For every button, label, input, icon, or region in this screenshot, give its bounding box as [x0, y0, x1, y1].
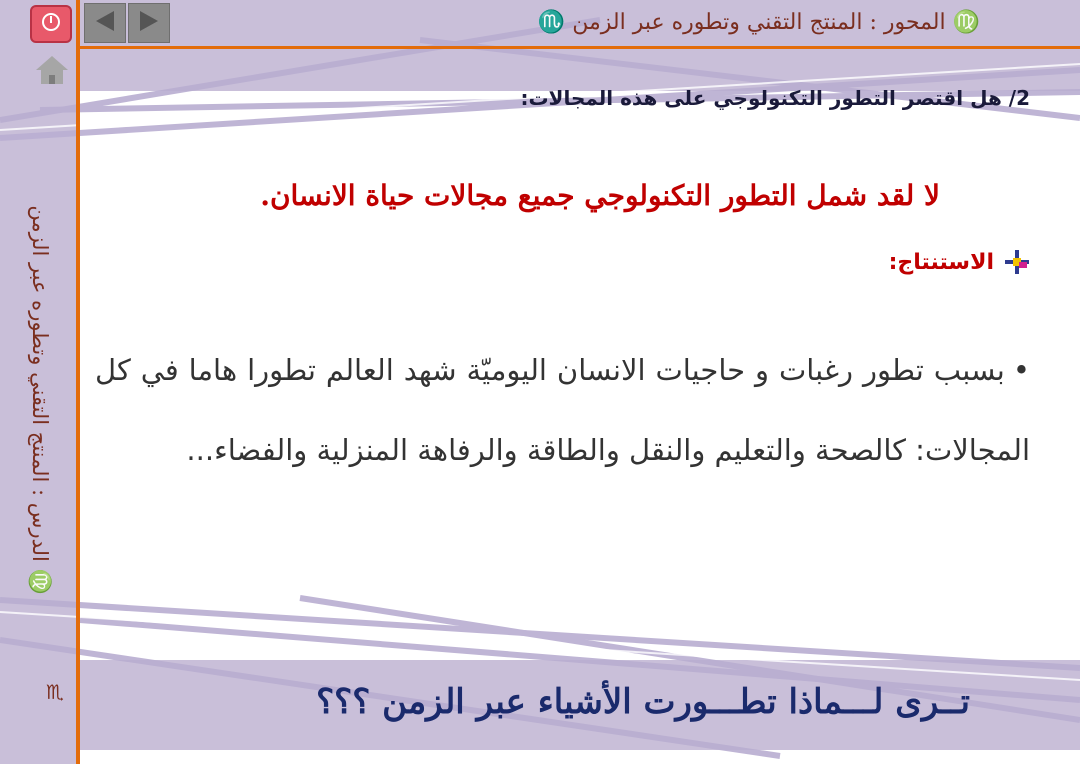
home-button[interactable] [30, 52, 74, 92]
orange-horizontal-divider [76, 46, 1080, 49]
sidebar-lesson-title: ♍ الدرس : المنتج التقني وتطوره عبر الزمن [28, 205, 52, 595]
stop-button[interactable] [30, 5, 72, 43]
bullet-paragraph [95, 330, 1030, 490]
header-title: ♍ المحور : المنتج التقني وتطوره عبر الزمن ♏ [537, 10, 980, 35]
orange-vertical-divider [76, 0, 80, 764]
answer-text: لا لقد شمل التطور التكنولوجي جميع مجالات حياة الانسان. [260, 179, 940, 212]
conclusion-heading [700, 240, 1030, 284]
footer-question: تــرى لـــماذا تطـــورت الأشياء عبر الزمن ؟؟؟ [316, 682, 970, 722]
bullet-dot: • [1012, 353, 1030, 387]
bullet-text: بسبب تطور رغبات و حاجيات الانسان اليوميّة شهد العالم تطورا هاما في كل المجالات: كالصحة والتعليم والنقل والطاقة والرفاهة المنزلية والفضاء... [95, 353, 1030, 467]
triangle-left-icon [92, 8, 118, 38]
forward-button[interactable] [128, 3, 170, 43]
back-button[interactable] [84, 3, 126, 43]
triangle-right-icon [136, 8, 162, 38]
question-text: 2/ هل اقتصر التطور التكنولوجي على هذه المجالات: [520, 86, 1030, 110]
power-icon [40, 11, 62, 37]
plus-cross-icon [1004, 249, 1030, 275]
conclusion-label: الاستنتاج: [888, 249, 994, 275]
home-icon [34, 54, 70, 90]
sidebar-bottom-symbol: ♏ [46, 680, 64, 704]
